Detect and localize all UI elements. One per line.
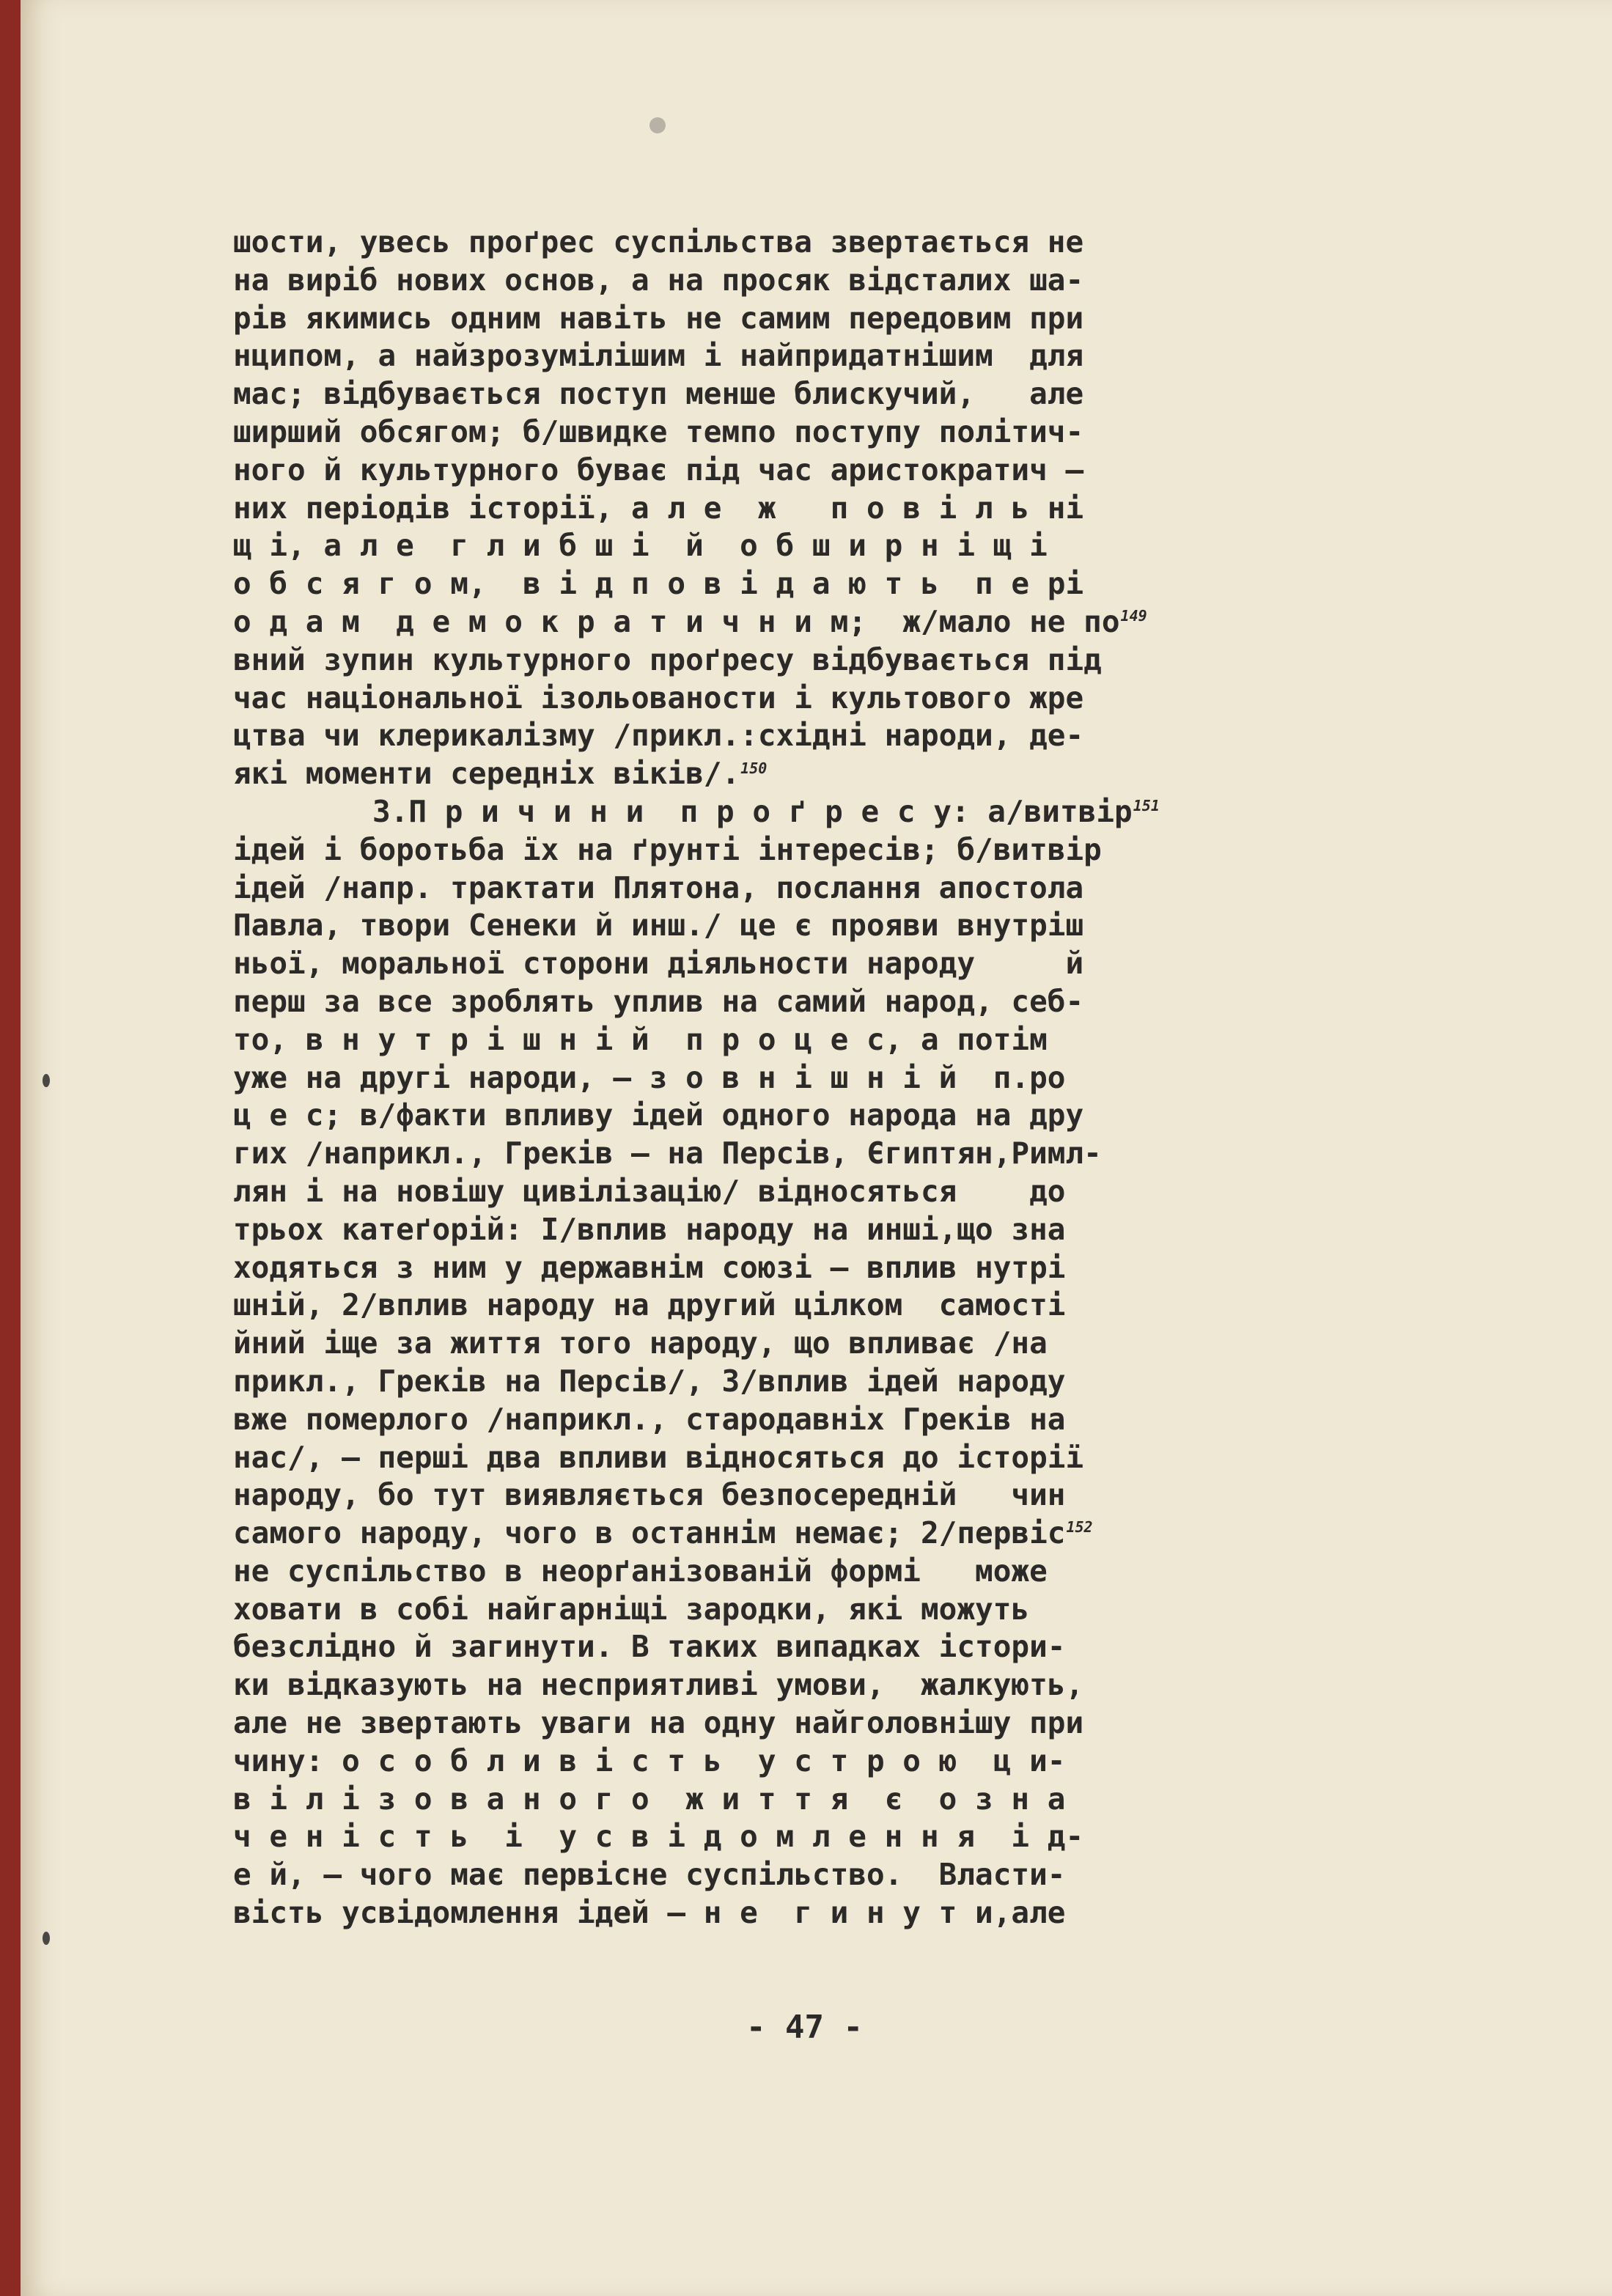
text-line: вість усвідомлення ідей – н е г и н у т и,але <box>233 1895 1066 1931</box>
text-line: гих /наприкл., Греків – на Персів, Єгиптян,Римл- <box>233 1136 1102 1171</box>
text-line: мас; відбувається поступ менше блискучий, але <box>233 376 1084 412</box>
text-line: перш за все зроблять уплив на самий народ, себ- <box>233 983 1084 1019</box>
text-line: шній, 2/вплив народу на другий цілком самості <box>233 1287 1066 1323</box>
text-line: на виріб нових основ, а на просяк відсталих ша- <box>233 262 1084 298</box>
text-line: ширший обсягом; б/швидке темпо поступу політич- <box>233 413 1084 449</box>
text-line: час національної ізольованости і культового жре <box>233 680 1084 715</box>
scanned-page <box>21 0 1612 2296</box>
text-line: в і л і з о в а н о г о ж и т т я є о з н а <box>233 1781 1066 1817</box>
text-line: ч е н і с т ь і у с в і д о м л е н н я і д- <box>233 1819 1084 1855</box>
text-line: уже на другі народи, – з о в н і ш н і й п.ро <box>233 1059 1066 1095</box>
text-line: ного й культурного буває під час аристократич – <box>233 452 1084 487</box>
text-line: народу, бо тут виявляється безпосередній чин <box>233 1477 1066 1513</box>
text-line: то, в н у т р і ш н і й п р о ц е с, а потім <box>233 1021 1048 1057</box>
text-line-with-footnote <box>233 755 1421 793</box>
footnote-marker: 152 <box>1066 1518 1093 1537</box>
text-line: але не звертають уваги на одну найголовнішу при <box>233 1705 1084 1741</box>
text-line: них періодів історії, а л е ж п о в і л ь ні <box>233 490 1084 526</box>
text-line: чину: о с о б л и в і с т ь у с т р о ю ц и- <box>233 1743 1066 1778</box>
text-line: о б с я г о м, в і д п о в і д а ю т ь п е рі <box>233 566 1084 602</box>
text-line-with-footnote <box>233 793 1421 831</box>
margin-mark <box>43 1932 50 1945</box>
text-line: рів якимись одним навіть не самим передовим при <box>233 300 1084 336</box>
text-line: е й, – чого має первісне суспільство. Власти- <box>233 1857 1066 1893</box>
text-line: ідей /напр. трактати Плятона, послання апостола <box>233 869 1084 905</box>
text-line: ньої, моральної сторони діяльности народу й <box>233 946 1084 982</box>
typewritten-text-block <box>233 224 1421 1932</box>
page-number: - 47 - <box>746 2009 863 2046</box>
text-line: ц е с; в/факти впливу ідей одного народа на дру <box>233 1097 1084 1133</box>
section-heading-line: 3.П р и ч и н и п р о ґ р е с у: а/витвір <box>372 793 1133 829</box>
text-line: лян і на новішу цивілізацію/ відносяться до <box>233 1173 1066 1209</box>
text-line: безслідно й загинути. В таких випадках істори- <box>233 1629 1066 1665</box>
text-line: ховати в собі найгарніщі зародки, які можуть <box>233 1591 1030 1627</box>
text-line: шости, увесь проґрес суспільства звертається не <box>233 224 1084 260</box>
text-line: ідей і боротьба їх на ґрунті інтересів; б/витвір <box>233 831 1102 867</box>
text-line: прикл., Греків на Персів/, 3/вплив ідей народу <box>233 1363 1066 1399</box>
text-line: вже померлого /наприкл., стародавніх Греків на <box>233 1401 1066 1437</box>
text-line: самого народу, чого в останнім немає; 2/первіс <box>233 1515 1066 1551</box>
text-line: цтва чи клерикалізму /прикл.:східні народи, де- <box>233 718 1084 754</box>
text-line: щ і, а л е г л и б ш і й о б ш и р н і щ і <box>233 528 1048 564</box>
text-line: йний іще за життя того народу, що впливає /на <box>233 1325 1048 1361</box>
text-line: які моменти середніх віків/. <box>233 756 740 792</box>
punch-hole-mark <box>649 117 666 133</box>
text-line: ходяться з ним у державнім союзі – вплив нутрі <box>233 1249 1066 1285</box>
text-line-with-footnote <box>233 1515 1421 1553</box>
footnote-marker: 149 <box>1120 607 1147 625</box>
text-line-with-footnote <box>233 603 1421 641</box>
text-line: нципом, а найзрозумілішим і найпридатнішим для <box>233 338 1084 374</box>
text-line: о д а м д е м о к р а т и ч н и м; ж/мало не по <box>233 603 1120 639</box>
footnote-marker: 150 <box>740 759 768 777</box>
text-line: ки відказують на несприятливі умови, жалкують, <box>233 1667 1084 1703</box>
margin-mark <box>43 1074 50 1087</box>
text-line: трьох катеґорій: І/вплив народу на инші,що зна <box>233 1211 1066 1247</box>
text-line: Павла, твори Сенеки й инш./ це є прояви внутріш <box>233 908 1084 943</box>
footnote-marker: 151 <box>1133 797 1160 815</box>
text-line: вний зупин культурного проґресу відбувається під <box>233 641 1102 677</box>
text-line: не суспільство в неорґанізованій формі може <box>233 1553 1048 1589</box>
text-line: нас/, – перші два впливи відносяться до історії <box>233 1439 1084 1475</box>
